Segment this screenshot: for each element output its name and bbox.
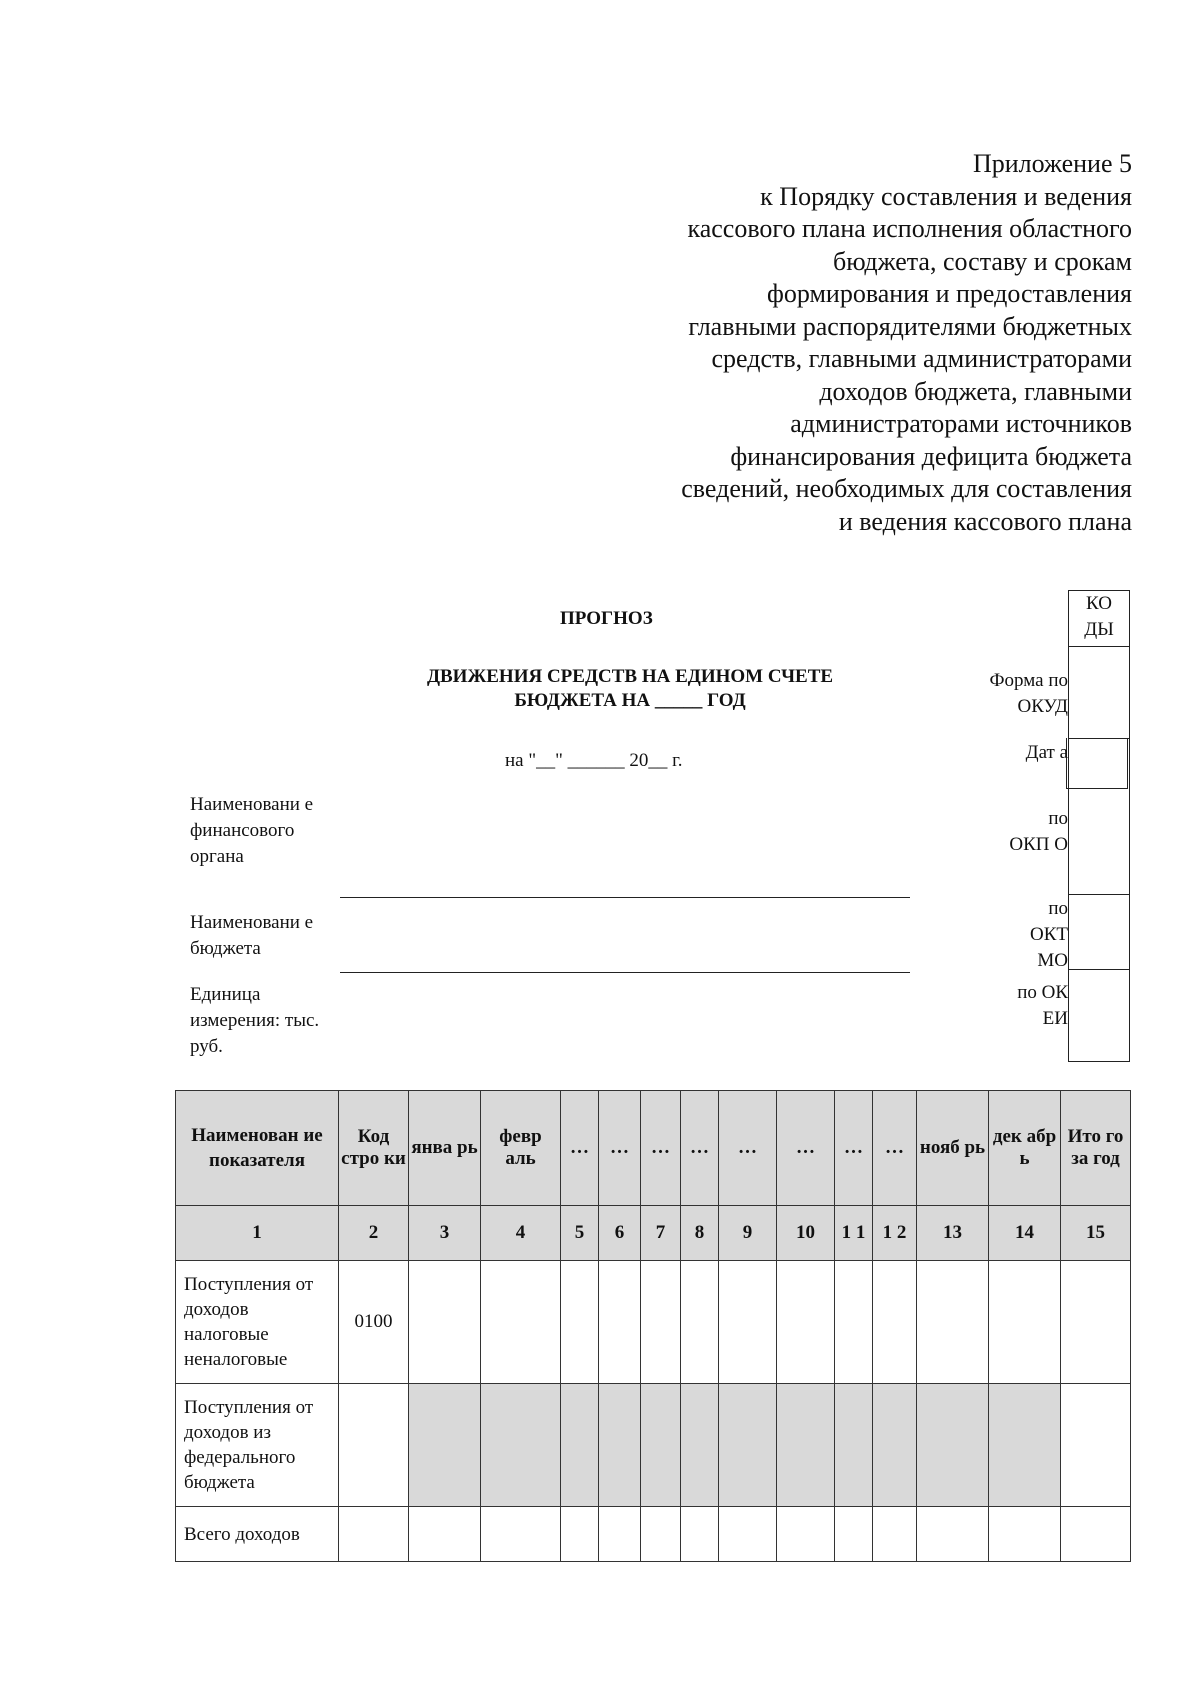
column-number: 13 (917, 1206, 989, 1261)
header-december: дек абр ь (989, 1091, 1061, 1206)
column-number-row (176, 1206, 1131, 1261)
header-november: нояб рь (917, 1091, 989, 1206)
column-number: 5 (561, 1206, 599, 1261)
value-cell[interactable] (681, 1507, 719, 1562)
oktmo-label: по ОКТ МО (1030, 898, 1068, 971)
value-cell[interactable] (599, 1384, 641, 1507)
table-row (176, 1261, 1131, 1384)
subtitle-line-2: БЮДЖЕТА НА _____ ГОД (514, 690, 746, 711)
row-name: Поступления от доходов из федерального бюджета (176, 1384, 339, 1507)
value-cell[interactable] (719, 1384, 777, 1507)
appendix-line: главными распорядителями бюджетных (688, 311, 1132, 341)
appendix-line: и ведения кассового плана (838, 506, 1132, 536)
value-cell[interactable] (835, 1384, 873, 1507)
appendix-line: финансирования дефицита бюджета (730, 441, 1132, 471)
value-cell[interactable] (481, 1507, 561, 1562)
date-code-box[interactable] (1066, 738, 1128, 789)
header-indicator-name: Наименован ие показателя (176, 1091, 339, 1206)
budget-label: Наименовани е бюджета (190, 912, 314, 959)
column-number: 10 (777, 1206, 835, 1261)
column-number: 8 (681, 1206, 719, 1261)
value-cell[interactable] (719, 1261, 777, 1384)
value-cell[interactable] (409, 1507, 481, 1562)
row-code (339, 1384, 409, 1507)
value-cell[interactable] (481, 1261, 561, 1384)
okpo-label: по ОКП О (1009, 808, 1068, 855)
value-cell[interactable] (777, 1507, 835, 1562)
value-cell[interactable] (835, 1261, 873, 1384)
header-february: февр аль (481, 1091, 561, 1206)
appendix-line: сведений, необходимых для составления (681, 474, 1132, 503)
header-year-total: Ито го за год (1061, 1091, 1131, 1206)
value-cell[interactable] (641, 1507, 681, 1562)
value-cell[interactable] (917, 1261, 989, 1384)
okud-code-box[interactable] (1068, 645, 1130, 739)
forecast-table (175, 1090, 1131, 1562)
document-subtitle (380, 665, 880, 713)
value-cell[interactable] (989, 1261, 1061, 1384)
header-month-ellipsis: … (561, 1091, 599, 1206)
table-row (176, 1507, 1131, 1562)
header-month-ellipsis: … (681, 1091, 719, 1206)
header-row-code: Код стро ки (339, 1091, 409, 1206)
value-cell[interactable] (561, 1384, 599, 1507)
header-month-ellipsis: … (777, 1091, 835, 1206)
column-number: 7 (641, 1206, 681, 1261)
value-cell[interactable] (873, 1261, 917, 1384)
budget-fill-line (340, 972, 910, 973)
value-cell[interactable] (1061, 1507, 1131, 1562)
row-code: 0100 (339, 1261, 409, 1384)
appendix-line: средств, главными администраторами (711, 344, 1132, 373)
appendix-line: кассового плана исполнения областного (687, 214, 1132, 243)
value-cell[interactable] (873, 1384, 917, 1507)
header-month-ellipsis: … (599, 1091, 641, 1206)
value-cell[interactable] (873, 1507, 917, 1562)
value-cell[interactable] (835, 1507, 873, 1562)
appendix-line: бюджета, составу и срокам (833, 246, 1132, 276)
column-number: 6 (599, 1206, 641, 1261)
subtitle-line-1: ДВИЖЕНИЯ СРЕДСТВ НА ЕДИНОМ СЧЕТЕ (426, 666, 834, 687)
column-number: 9 (719, 1206, 777, 1261)
value-cell[interactable] (599, 1261, 641, 1384)
header-january: янва рь (409, 1091, 481, 1206)
value-cell[interactable] (917, 1507, 989, 1562)
header-month-ellipsis: … (719, 1091, 777, 1206)
column-number: 1 1 (835, 1206, 873, 1261)
value-cell[interactable] (917, 1384, 989, 1507)
okpo-code-box[interactable] (1068, 788, 1130, 895)
table-row (176, 1384, 1131, 1507)
appendix-line: формирования и предоставления (767, 279, 1132, 308)
value-cell[interactable] (409, 1384, 481, 1507)
value-cell[interactable] (561, 1507, 599, 1562)
value-cell[interactable] (599, 1507, 641, 1562)
value-cell[interactable] (1061, 1261, 1131, 1384)
fin-org-fill-line (340, 897, 910, 898)
document-title: ПРОГНОЗ (560, 608, 653, 629)
value-cell[interactable] (1061, 1384, 1131, 1507)
header-month-ellipsis: … (835, 1091, 873, 1206)
value-cell[interactable] (989, 1507, 1061, 1562)
okei-label: по ОК ЕИ (1017, 982, 1068, 1029)
appendix-line: к Порядку составления и ведения (760, 181, 1132, 211)
header-month-ellipsis: … (873, 1091, 917, 1206)
value-cell[interactable] (641, 1384, 681, 1507)
column-number: 15 (1061, 1206, 1131, 1261)
column-number: 1 2 (873, 1206, 917, 1261)
value-cell[interactable] (719, 1507, 777, 1562)
column-number: 2 (339, 1206, 409, 1261)
row-name: Поступления от доходов налоговые неналоговые (176, 1261, 339, 1384)
value-cell[interactable] (777, 1384, 835, 1507)
value-cell[interactable] (409, 1261, 481, 1384)
column-number: 14 (989, 1206, 1061, 1261)
value-cell[interactable] (681, 1384, 719, 1507)
value-cell[interactable] (777, 1261, 835, 1384)
codes-header: КО ДЫ (1068, 590, 1130, 647)
value-cell[interactable] (681, 1261, 719, 1384)
header-month-ellipsis: … (641, 1091, 681, 1206)
appendix-line: администраторами источников (790, 409, 1132, 438)
value-cell[interactable] (561, 1261, 599, 1384)
column-number: 4 (481, 1206, 561, 1261)
value-cell[interactable] (989, 1384, 1061, 1507)
oktmo-code-box[interactable] (1068, 894, 1130, 970)
date-label: Дат а (1025, 742, 1068, 763)
appendix-line: доходов бюджета, главными (819, 376, 1132, 406)
row-code (339, 1507, 409, 1562)
row-name: Всего доходов (176, 1507, 339, 1562)
okud-label: Форма по ОКУД (989, 670, 1068, 717)
appendix-caption (572, 148, 1132, 538)
as-of-date: на "__" ______ 20__ г. (505, 750, 683, 771)
appendix-line: Приложение 5 (972, 149, 1132, 178)
value-cell[interactable] (641, 1261, 681, 1384)
table-header-row (176, 1091, 1131, 1206)
value-cell[interactable] (481, 1384, 561, 1507)
column-number: 1 (176, 1206, 339, 1261)
column-number: 3 (409, 1206, 481, 1261)
fin-org-label: Наименовани е финансового органа (190, 794, 314, 867)
unit-label: Единица измерения: тыс. руб. (190, 984, 320, 1057)
